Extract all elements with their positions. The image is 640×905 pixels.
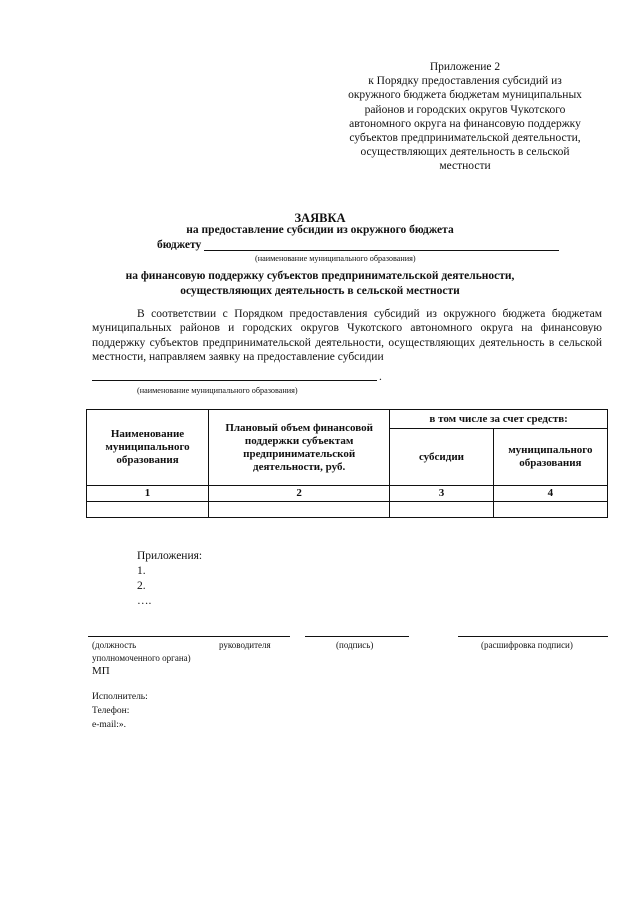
email-label: e-mail:». xyxy=(92,720,127,730)
subtitle-line-2: на финансовую поддержку субъектов предпринимательской деятельности, xyxy=(125,270,515,282)
paragraph-end-mark: . xyxy=(379,371,382,383)
stamp-mark: МП xyxy=(92,665,110,677)
column-number: 2 xyxy=(209,486,390,502)
column-number: 4 xyxy=(493,486,607,502)
appendix-line: окружного бюджета бюджетам муниципальных xyxy=(348,89,582,102)
attachment-item: 1. xyxy=(137,565,146,577)
attachment-item: 2. xyxy=(137,580,146,592)
appendix-line: субъектов предпринимательской деятельности, xyxy=(349,132,581,145)
appendix-line: районов и городских округов Чукотского xyxy=(364,103,566,116)
appendix-line: местности xyxy=(439,160,491,173)
sign-signature-line xyxy=(305,636,409,637)
municipality-caption: (наименование муниципального образования) xyxy=(137,386,298,395)
application-table xyxy=(86,409,608,518)
attachments-label: Приложения: xyxy=(137,550,203,562)
appendix-line: автономного округа на финансовую поддержку xyxy=(349,117,581,130)
table-cell-empty xyxy=(493,502,607,518)
appendix-block xyxy=(330,60,600,174)
position-caption-c: уполномоченного органа) xyxy=(92,653,191,663)
decode-caption: (расшифровка подписи) xyxy=(481,640,573,650)
appendix-line: Приложение 2 xyxy=(429,61,501,73)
appendix-line: к Порядку предоставления субсидий из xyxy=(368,75,562,88)
subtitle-line-3: осуществляющих деятельность в сельской местности xyxy=(180,284,460,297)
budget-fill-line xyxy=(204,250,559,251)
subtitle-line-1: на предоставление субсидии из окружного бюджета xyxy=(186,224,454,236)
position-signature-line xyxy=(88,636,290,637)
sign-caption: (подпись) xyxy=(336,640,374,650)
header-municipal-funds: муниципального образования xyxy=(493,429,607,486)
footer-block xyxy=(92,690,148,732)
budget-label: бюджету xyxy=(157,239,202,251)
table-cell-empty xyxy=(87,502,209,518)
appendix-line: осуществляющих деятельность в сельской xyxy=(360,146,570,159)
header-funding-group: в том числе за счет средств: xyxy=(390,410,608,429)
position-caption-b: руководителя xyxy=(219,640,271,650)
phone-label: Телефон: xyxy=(92,706,130,716)
header-planned-volume: Плановый объем финансовой поддержки субъектам предпринимательской деятельности, руб. xyxy=(209,410,390,486)
budget-line xyxy=(157,239,559,251)
decode-signature-line xyxy=(458,636,608,637)
subtitle-block xyxy=(0,269,640,298)
paragraph-text: В соответствии с Порядком предоставления субсидий из окружного бюджета бюджетам муниципальных районов и городских округов Чукотского автономного округа на финансовую поддержку субъектов предпринимательской деятельности, осуществляющих деятельность в сельской местности, направляем заявку на предоставление субсидии xyxy=(92,308,602,364)
budget-caption: (наименование муниципального образования) xyxy=(255,254,416,263)
table-cell-empty xyxy=(390,502,493,518)
attachment-item: …. xyxy=(137,595,152,607)
attachments-block xyxy=(137,549,202,609)
header-municipality: Наименование муниципального образования xyxy=(87,410,209,486)
column-number: 1 xyxy=(87,486,209,502)
municipality-fill-line xyxy=(92,372,377,381)
executor-label: Исполнитель: xyxy=(92,692,148,702)
document-title: ЗАЯВКА xyxy=(294,211,346,225)
body-paragraph xyxy=(92,307,602,365)
header-subsidy: субсидии xyxy=(390,429,493,486)
table-cell-empty xyxy=(209,502,390,518)
column-number: 3 xyxy=(390,486,493,502)
position-caption-a: (должность xyxy=(92,640,137,650)
